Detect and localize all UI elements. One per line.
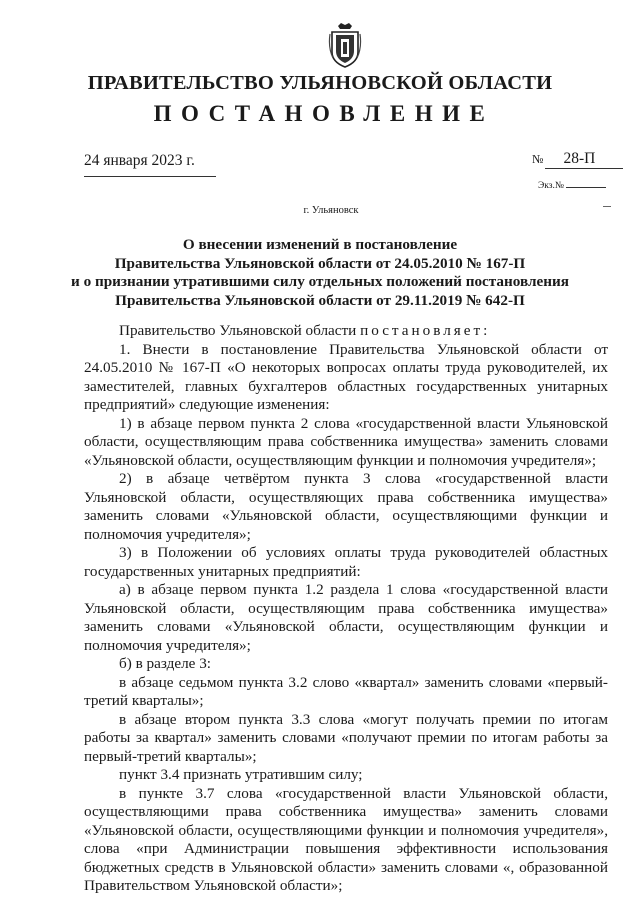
- intro-verb: постановляет:: [360, 322, 491, 339]
- coat-of-arms-icon: [328, 22, 362, 68]
- city-name: г. Ульяновск: [303, 205, 359, 216]
- paragraph: 2) в абзаце четвёртом пункта 3 слова «государственной власти Ульяновской области, осуществляющих права собственника имущества» заменить словами «Ульяновской области, осуществляющими функции и полномочия учредителя»;: [84, 470, 608, 543]
- organization-name: ПРАВИТЕЛЬСТВО УЛЬЯНОВСКОЙ ОБЛАСТИ: [87, 72, 553, 94]
- copy-number: [538, 181, 606, 191]
- paragraph: пункт 3.4 признать утратившим силу;: [119, 766, 363, 783]
- document-type: ПОСТАНОВЛЕНИЕ: [153, 101, 495, 126]
- copy-underline: [566, 187, 606, 188]
- paragraph: 1) в абзаце первом пункта 2 слова «государственной власти Ульяновской области, осуществляющим права собственника имущества» заменить словами «Ульяновской области, осуществляющим функции и полномочия учредителя»;: [84, 414, 608, 469]
- date-underline: [84, 176, 216, 177]
- corner-mark: [603, 206, 611, 213]
- paragraph: в абзаце седьмом пункта 3.2 слово «квартал» заменить словами «первый-третий кварталы»;: [84, 673, 608, 709]
- title-line: Правительства Ульяновской области от 24.05.2010 № 167-П: [114, 254, 526, 272]
- document-number: [532, 150, 623, 169]
- number-sign: №: [532, 152, 544, 166]
- intro-prefix: Правительство Ульяновской области: [119, 322, 361, 339]
- paragraph: а) в абзаце первом пункта 1.2 раздела 1 слова «государственной власти Ульяновской области, осуществляющим права собственника имущества» заменить словами «Ульяновской области, осуществляющим функции и полномочия учредителя»;: [84, 581, 608, 654]
- intro-paragraph: [84, 322, 608, 341]
- paragraph: б) в разделе 3:: [119, 655, 212, 672]
- title-line: О внесении изменений в постановление: [182, 236, 458, 253]
- paragraph: в пункте 3.7 слова «государственной власти Ульяновской области, осуществляющими права собственника имущества» заменить словами «Ульяновской области, осуществляющими функции и полномочия учредителя», слова «при Администрации повышения эффективности использования бюджетных средств в Ульяновской области» заменить словами «, образованной Правительством Ульяновской области»;: [84, 784, 608, 894]
- paragraph: 3) в Положении об условиях оплаты труда руководителей областных государственных унитарных предприятий:: [84, 544, 608, 580]
- document-title: [0, 236, 640, 310]
- paragraph: в абзаце втором пункта 3.3 слова «могут получать премии по итогам работы за квартал» заменить словами «получают премии по итогам работы за первый-третий кварталы»;: [84, 710, 608, 765]
- title-line: и о признании утратившими силу отдельных положений постановления: [71, 273, 569, 290]
- title-line: Правительства Ульяновской области от 29.11.2019 № 642-П: [115, 291, 525, 309]
- copy-label: Экз.№: [538, 181, 564, 191]
- number-value: 28-П: [545, 150, 623, 169]
- document-date: 24 января 2023 г.: [84, 152, 195, 169]
- document-body: [84, 322, 608, 896]
- paragraph: 1. Внести в постановление Правительства Ульяновской области от 24.05.2010 № 167-П «О некоторых вопросах оплаты труда руководителей, их заместителей, главных бухгалтеров областных государственных унитарных предприятий» следующие изменения:: [84, 340, 608, 413]
